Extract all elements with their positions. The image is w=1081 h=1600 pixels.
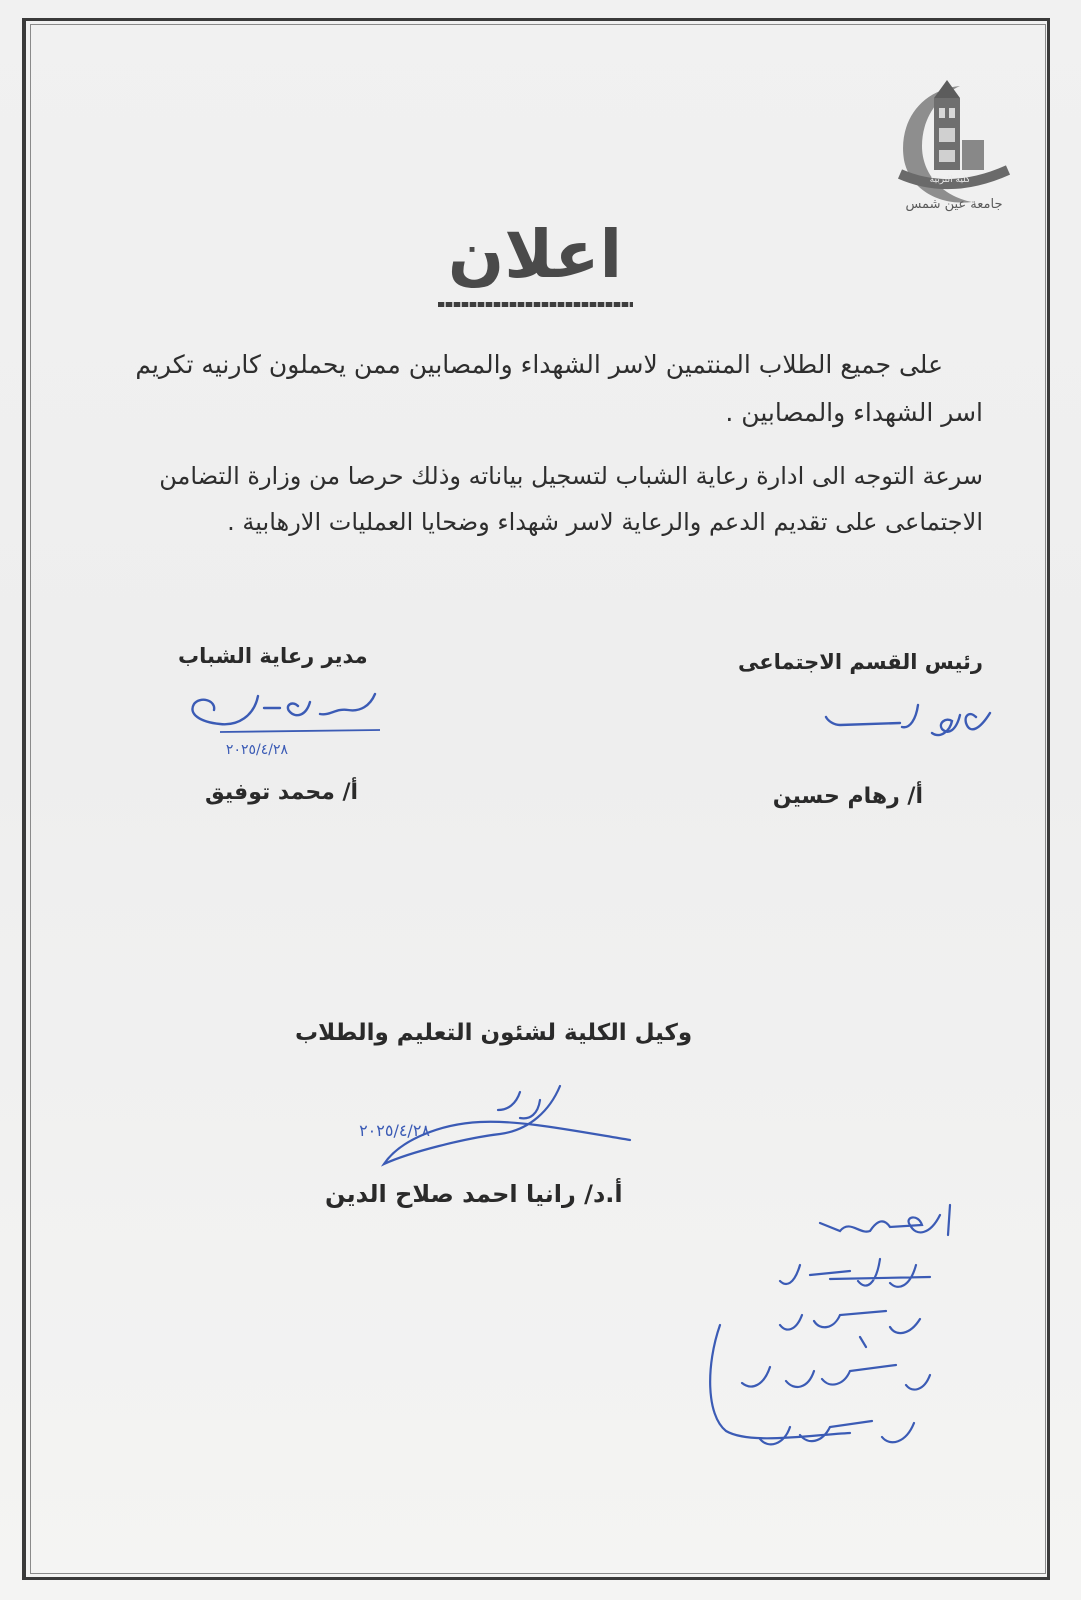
center-handwritten-signature bbox=[359, 1080, 660, 1180]
right-handwritten-signature bbox=[820, 695, 1000, 755]
announcement-title: اعلان bbox=[447, 216, 623, 293]
center-signature-name: أ.د/ رانيا احمد صلاح الدين bbox=[325, 1180, 623, 1208]
right-signature-name: أ/ رهام حسين bbox=[772, 784, 923, 809]
left-signature-date-scribble: ٢٠٢٥/٤/٢٨ bbox=[225, 742, 288, 758]
left-handwritten-signature bbox=[180, 686, 400, 766]
title-underline bbox=[438, 302, 633, 307]
left-signature-title: مدير رعاية الشباب bbox=[178, 644, 368, 668]
center-signature-title: وكيل الكلية لشئون التعليم والطلاب bbox=[295, 1020, 693, 1046]
handwritten-routing-note bbox=[690, 1195, 970, 1515]
announcement-title-block bbox=[420, 210, 650, 310]
right-signature-title: رئيس القسم الاجتماعى bbox=[738, 650, 983, 674]
body-line-1: على جميع الطلاب المنتمين لاسر الشهداء والمصابين ممن يحملون كارنيه تكريم bbox=[135, 350, 943, 379]
body-line-2: اسر الشهداء والمصابين . bbox=[725, 398, 983, 427]
body-line-4: الاجتماعى على تقديم الدعم والرعاية لاسر شهداء وضحايا العمليات الارهابية . bbox=[227, 508, 983, 536]
logo-inner-text: كلية التربية bbox=[929, 175, 971, 185]
logo-caption: جامعة عين شمس bbox=[905, 197, 1003, 212]
body-line-3: سرعة التوجه الى ادارة رعاية الشباب لتسجيل بياناته وذلك حرصا من وزارة التضامن bbox=[159, 462, 983, 490]
left-signature-name: أ/ محمد توفيق bbox=[205, 780, 359, 805]
center-signature-date-scribble: ٢٠٢٥/٤/٢٨ bbox=[359, 1121, 430, 1140]
university-logo-icon bbox=[890, 78, 1020, 213]
